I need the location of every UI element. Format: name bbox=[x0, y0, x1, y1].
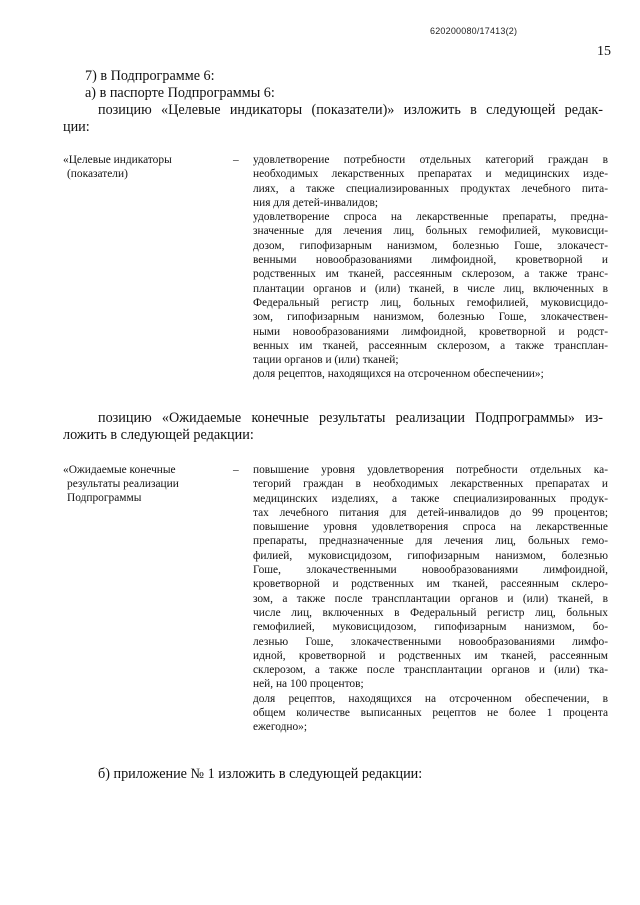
text-line: препараты, предназначенные для лечения лиц, больных гемо- bbox=[253, 535, 608, 548]
text-line: числе лиц, включенных в Федеральный регистр лиц, больных bbox=[253, 606, 608, 619]
text-line: плантации органов и (или) тканей, в числе лиц, включенных в bbox=[253, 282, 608, 295]
instruction-1-line2: ции: bbox=[63, 119, 90, 135]
text-line: венными новообразованиями лимфоидной, кроветворной и bbox=[253, 254, 608, 267]
text-line: общем количестве выписанных рецептов не более 1 процента bbox=[253, 707, 608, 720]
table2-label-line3: Подпрограммы bbox=[67, 492, 142, 504]
text-line: тации органов и (или) тканей; bbox=[253, 354, 399, 367]
text-line: повышение уровня удовлетворения потребности отдельных ка- bbox=[253, 464, 608, 476]
text-line: венных им тканей, рассеянным склерозом, а также трансплан- bbox=[253, 339, 608, 352]
document-id: 620200080/17413(2) bbox=[430, 26, 518, 36]
text-line: ежегодно»; bbox=[253, 721, 308, 734]
table2-label-line2: результаты реализации bbox=[67, 478, 179, 490]
instruction-2-line2: ложить в следующей редакции: bbox=[63, 427, 254, 443]
text-line: дозом, гипофизарным нанизмом, болезнью Гоше, злокачест- bbox=[253, 239, 608, 252]
text-line: значенные для лечения лиц, больных гемофилией, муковисци- bbox=[253, 225, 608, 238]
table1-dash: – bbox=[233, 154, 239, 166]
text-line: филией, муковисцидозом, гипофизарным нанизмом, болезнью bbox=[253, 549, 608, 562]
item7-sub-a: а) в паспорте Подпрограммы 6: bbox=[85, 85, 275, 101]
instruction-1-line1: позицию «Целевые индикаторы (показатели)» изложить в следующей редак- bbox=[98, 102, 603, 118]
text-line: повышение уровня удовлетворения спроса на лекарственные bbox=[253, 521, 608, 534]
text-line: ными новообразованиями лимфоидной, кроветворной и родст- bbox=[253, 325, 608, 338]
instruction-2-line1: позицию «Ожидаемые конечные результаты реализации Подпрограммы» из- bbox=[98, 410, 603, 426]
text-line: склерозом, а также после трансплантации органов и (или) тка- bbox=[253, 664, 608, 677]
text-line: идной, кроветворной и родственных им тканей, рассеянным bbox=[253, 649, 608, 662]
item7-heading: 7) в Подпрограмме 6: bbox=[85, 68, 215, 84]
text-line: ния для детей-инвалидов; bbox=[253, 196, 379, 209]
text-line: ней, на 100 процентов; bbox=[253, 678, 364, 691]
text-line: тах лечебного питания для детей-инвалидов до 99 процентов; bbox=[253, 506, 608, 519]
text-line: удовлетворение потребности отдельных категорий граждан в bbox=[253, 154, 608, 166]
table2-dash: – bbox=[233, 464, 239, 476]
text-line: лиях, а также специализированных продуктах лечебного пита- bbox=[253, 182, 608, 195]
text-line: Гоше, злокачественными новообразованиями лимфоидной, bbox=[253, 564, 608, 577]
text-line: родственных им тканей, рассеянным склерозом, а также транс- bbox=[253, 268, 608, 281]
text-line: тегорий граждан в необходимых лекарственных препаратах и bbox=[253, 478, 608, 491]
table2-label-line1: «Ожидаемые конечные bbox=[63, 464, 176, 476]
text-line: кроветворной и родственных им тканей, рассеянным склеро- bbox=[253, 578, 608, 591]
text-line: медицинских изделиях, а также специализированных продук- bbox=[253, 492, 608, 505]
text-line: зом, а также после трансплантации органов и (или) тканей, в bbox=[253, 592, 608, 605]
table2-value bbox=[253, 463, 608, 735]
table1-value bbox=[253, 153, 608, 382]
table1-label-line1: «Целевые индикаторы bbox=[63, 154, 172, 166]
text-line: гемофилией, муковисцидозом, гипофизарным нанизмом, бо- bbox=[253, 621, 608, 634]
text-line: необходимых лекарственных препаратах и медицинских изде- bbox=[253, 168, 608, 181]
text-line: лезнью Гоше, злокачественными новообразованиями лимфо- bbox=[253, 635, 608, 648]
item-b-paragraph: б) приложение № 1 изложить в следующей редакции: bbox=[98, 766, 423, 782]
text-line: Федеральный регистр лиц, больных гемофилией, муковисцидо- bbox=[253, 296, 608, 309]
text-line: доля рецептов, находящихся на отсроченном обеспечении, в bbox=[253, 692, 608, 705]
page-number: 15 bbox=[597, 44, 611, 59]
text-line: зом, гипофизарным нанизмом, болезнью Гоше, злокачествен- bbox=[253, 311, 608, 324]
text-line: удовлетворение спроса на лекарственные препараты, предна- bbox=[253, 211, 608, 224]
text-line: доля рецептов, находящихся на отсроченном обеспечении»; bbox=[253, 368, 544, 381]
table1-label-line2: (показатели) bbox=[67, 168, 128, 180]
